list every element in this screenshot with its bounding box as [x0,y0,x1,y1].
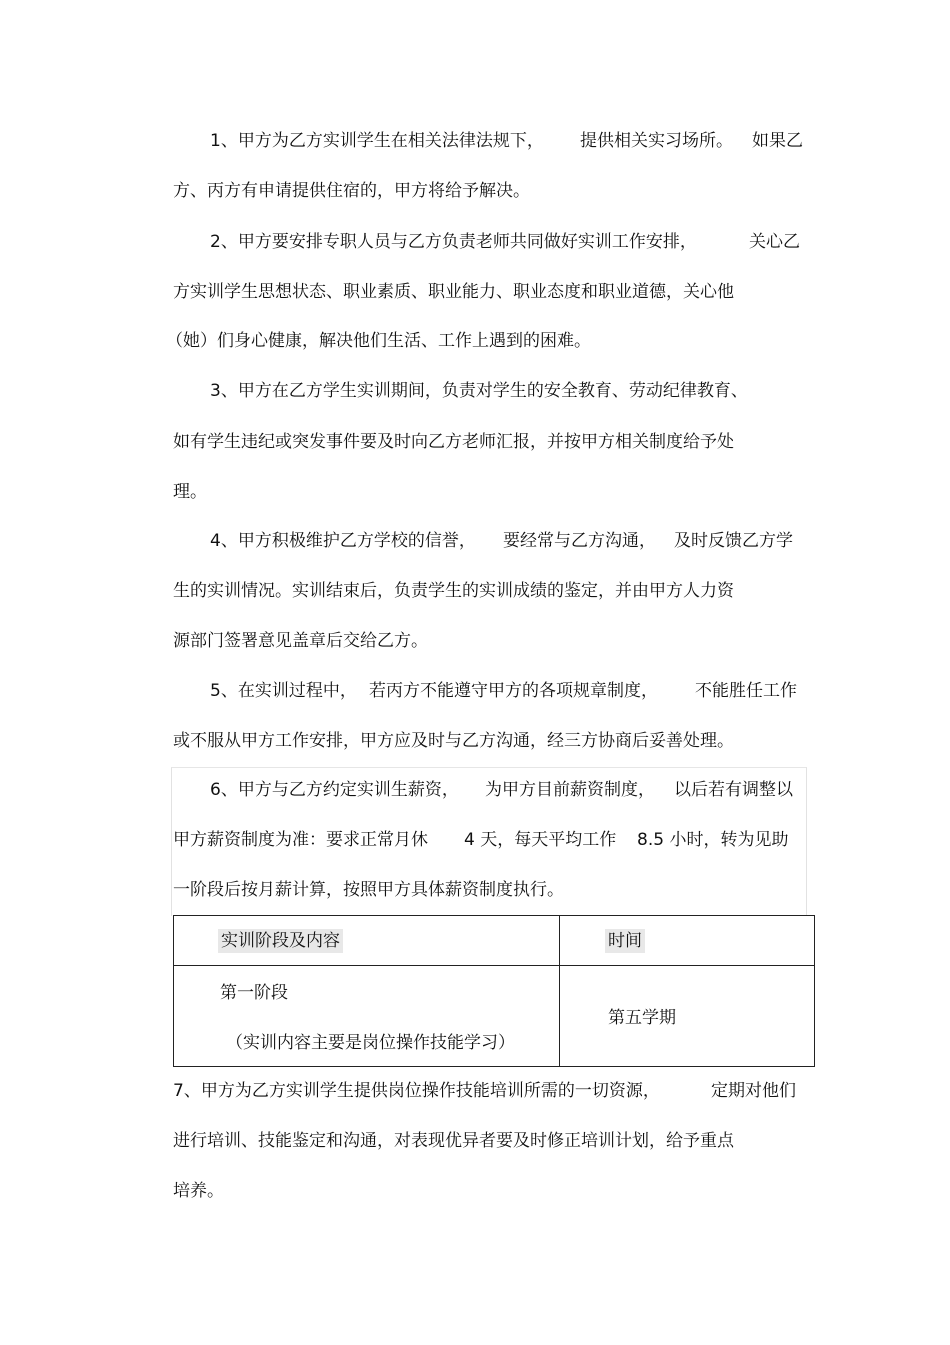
p6-line1a: 6、甲方与乙方约定实训生薪资， [210,780,459,800]
p2-line2: 方实训学生思想状态、职业素质、职业能力、职业态度和职业道德，关心他 [173,282,734,302]
p1-line1c: 如果乙 [752,131,803,151]
p1-line1a: 1、甲方为乙方实训学生在相关法律法规下， [210,131,544,151]
p2-line3: （她）们身心健康，解决他们生活、工作上遇到的困难。 [166,331,591,351]
p3-line2: 如有学生违纪或突发事件要及时向乙方老师汇报，并按甲方相关制度给予处 [173,432,734,452]
p1-line2: 方、丙方有申请提供住宿的，甲方将给予解决。 [173,181,530,201]
p6-line2a: 甲方薪资制度为准：要求正常月休 [173,830,428,850]
p7-line1b: 定期对他们 [711,1081,796,1101]
p5-line1b: 若丙方不能遵守甲方的各项规章制度， [369,681,658,701]
p4-line1c: 及时反馈乙方学 [674,531,793,551]
p6-line2c: 8.5 小时，转为见助 [637,830,789,850]
header-cell-stage [174,916,560,966]
p5-line2: 或不服从甲方工作安排，甲方应及时与乙方沟通，经三方协商后妥善处理。 [173,731,734,751]
p6-line1c: 以后若有调整以 [674,780,793,800]
table-header-row [174,916,815,966]
p2-line1a: 2、甲方要安排专职人员与乙方负责老师共同做好实训工作安排， [210,232,697,252]
stage-name: 第一阶段 [220,983,288,1003]
p7-line3: 培养。 [173,1181,224,1201]
header-time-label: 时间 [605,929,645,953]
stage-cell [174,966,560,1067]
p5-line1c: 不能胜任工作 [695,681,797,701]
p7-line1a: 7、甲方为乙方实训学生提供岗位操作技能培训所需的一切资源， [173,1081,660,1101]
p7-line2: 进行培训、技能鉴定和沟通，对表现优异者要及时修正培训计划，给予重点 [173,1131,734,1151]
time-cell [560,966,815,1067]
header-stage-label: 实训阶段及内容 [218,929,343,953]
header-cell-time [560,916,815,966]
p3-line1: 3、甲方在乙方学生实训期间，负责对学生的安全教育、劳动纪律教育、 [210,381,748,401]
table-row [174,966,815,1067]
p5-line1a: 5、在实训过程中， [210,681,357,701]
p6-line1b: 为甲方目前薪资制度， [485,780,655,800]
p4-line1a: 4、甲方积极维护乙方学校的信誉， [210,531,476,551]
p6-line3: 一阶段后按月薪计算，按照甲方具体薪资制度执行。 [173,880,564,900]
p2-line1b: 关心乙 [749,232,800,252]
training-schedule-table [173,915,815,1067]
p3-line3: 理。 [173,482,207,502]
time-value: 第五学期 [608,1008,676,1028]
p4-line1b: 要经常与乙方沟通， [503,531,656,551]
p4-line3: 源部门签署意见盖章后交给乙方。 [173,631,428,651]
p6-line2b: 4 天，每天平均工作 [464,830,617,850]
p4-line2: 生的实训情况。实训结束后，负责学生的实训成绩的鉴定，并由甲方人力资 [173,581,734,601]
p1-line1b: 提供相关实习场所。 [580,131,733,151]
stage-content: （实训内容主要是岗位操作技能学习） [226,1033,515,1053]
